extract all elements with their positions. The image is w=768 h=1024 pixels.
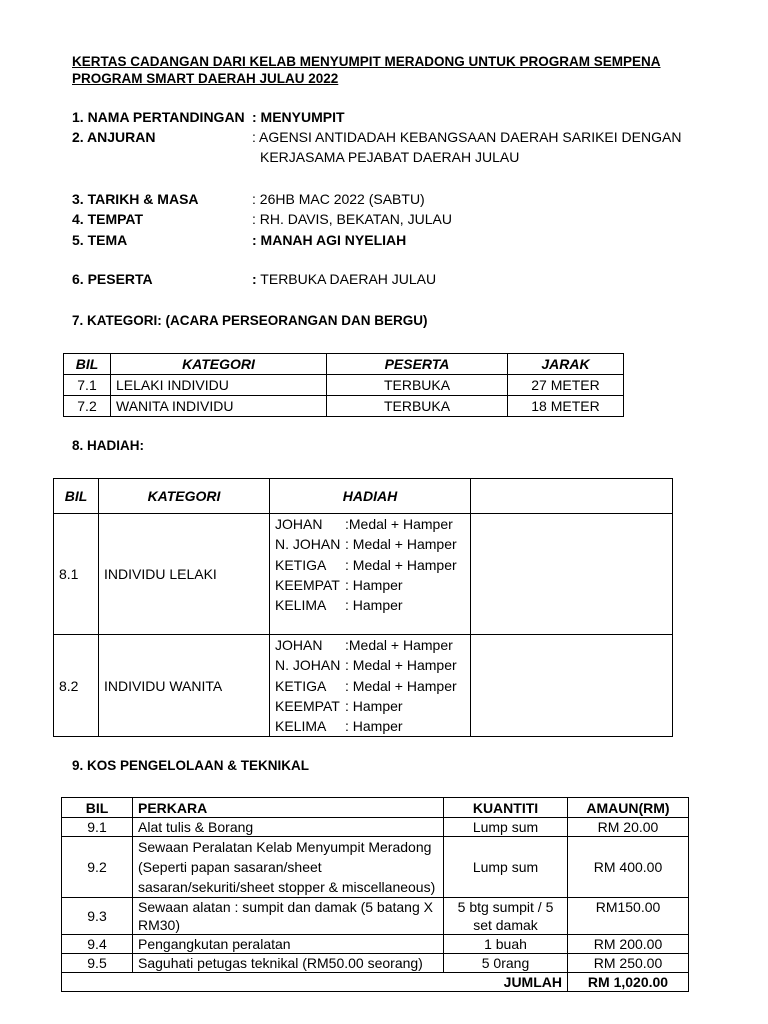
table-cell: 9.1 xyxy=(62,818,133,837)
table-cell: 9.5 xyxy=(62,954,133,973)
prize-value: : Medal + Hamper xyxy=(345,677,457,694)
document-title xyxy=(72,53,661,87)
field-label: 3. TARIKH & MASA xyxy=(72,191,199,207)
table-cell: LELAKI INDIVIDU xyxy=(111,375,327,396)
table-cell-empty xyxy=(471,635,673,737)
table-cell: 7.2 xyxy=(64,396,111,417)
total-label: JUMLAH xyxy=(62,973,568,992)
table-cell: 9.2 xyxy=(62,837,133,898)
field-value-block xyxy=(252,127,692,167)
field-tarikh-masa xyxy=(72,189,692,209)
column-header: KATEGORI xyxy=(111,354,327,375)
table-cell: Lump sum xyxy=(444,837,568,898)
column-header: BIL xyxy=(64,354,111,375)
table-cell: RM 400.00 xyxy=(568,837,689,898)
table-cell: 5 btg sumpit / 5 set damak xyxy=(444,898,568,935)
prize-rank: N. JOHAN xyxy=(275,536,341,553)
field-label: 5. TEMA xyxy=(72,232,128,248)
prize-rank: KEEMPAT xyxy=(275,576,340,593)
prize-value: : Medal + Hamper xyxy=(345,657,457,674)
table-row xyxy=(54,514,673,635)
field-label: 4. TEMPAT xyxy=(72,211,144,227)
column-header: BIL xyxy=(54,479,99,514)
title-line-2: PROGRAM SMART DAERAH JULAU 2022 xyxy=(72,71,339,86)
prize-rank: KETIGA xyxy=(275,556,327,573)
table-cell: 8.2 xyxy=(54,635,99,737)
field-value: : RH. DAVIS, BEKATAN, JULAU xyxy=(252,211,452,227)
prize-value: : Medal + Hamper xyxy=(345,536,457,553)
table-cell: 7.1 xyxy=(64,375,111,396)
column-header: JARAK xyxy=(508,354,624,375)
prize-rank: KEEMPAT xyxy=(275,697,340,714)
table-cell: RM 250.00 xyxy=(568,954,689,973)
table-cell: RM 200.00 xyxy=(568,935,689,954)
table-cell: Alat tulis & Borang xyxy=(133,818,444,837)
table-row xyxy=(62,837,689,898)
table-row xyxy=(62,935,689,954)
table-row xyxy=(64,375,624,396)
table-cell: 9.4 xyxy=(62,935,133,954)
total-value: RM 1,020.00 xyxy=(568,973,689,992)
table-cell: INDIVIDU LELAKI xyxy=(99,514,270,635)
field-value-line-2: KERJASAMA PEJABAT DAERAH JULAU xyxy=(260,149,520,165)
field-label: 1. NAMA PERTANDINGAN xyxy=(72,109,245,125)
table-row xyxy=(64,396,624,417)
table-row xyxy=(62,898,689,935)
field-label: 6. PESERTA xyxy=(72,271,153,287)
prize-value: : Hamper xyxy=(345,576,403,593)
prize-line xyxy=(275,635,465,655)
prize-value: :Medal + Hamper xyxy=(345,637,453,653)
field-value: : AGENSI ANTIDADAH KEBANGSAAN DAERAH SARIKEI DENGAN xyxy=(252,129,682,145)
table-cell: 5 0rang xyxy=(444,954,568,973)
table-header-row xyxy=(54,479,673,514)
field-tema xyxy=(72,230,692,250)
column-header: PESERTA xyxy=(327,354,508,375)
table-cell: 18 METER xyxy=(508,396,624,417)
prize-line xyxy=(275,716,465,736)
prize-value: : Hamper xyxy=(345,697,403,714)
table-cell: 8.1 xyxy=(54,514,99,635)
prize-value: : Hamper xyxy=(345,597,403,614)
field-value: : MENYUMPIT xyxy=(252,109,345,125)
table-cell: Pengangkutan peralatan xyxy=(133,935,444,954)
table-cell: Sewaan alatan : sumpit dan damak (5 batang X RM30) xyxy=(133,898,444,935)
table-row xyxy=(54,635,673,737)
kategori-table xyxy=(63,353,624,417)
prize-line xyxy=(275,655,465,675)
column-header xyxy=(471,479,673,514)
table-row xyxy=(62,818,689,837)
section-heading-hadiah: 8. HADIAH: xyxy=(72,438,145,453)
column-header: BIL xyxy=(62,798,133,818)
field-colon: : xyxy=(252,271,257,287)
table-header-row xyxy=(64,354,624,375)
prize-rank: JOHAN xyxy=(275,516,323,532)
section-heading-kategori: 7. KATEGORI: (ACARA PERSEORANGAN DAN BERGU) xyxy=(72,313,428,328)
prize-rank: JOHAN xyxy=(275,637,323,653)
prize-list xyxy=(270,635,471,737)
field-tempat xyxy=(72,209,692,229)
table-cell: 1 buah xyxy=(444,935,568,954)
prize-line xyxy=(275,534,465,554)
table-cell: TERBUKA xyxy=(327,396,508,417)
prize-value: : Hamper xyxy=(345,718,403,735)
table-cell: Sewaan Peralatan Kelab Menyumpit Meradong (Seperti papan sasaran/sheet sasaran/sekuriti/sheet stopper & miscellaneous) xyxy=(133,837,444,898)
field-peserta xyxy=(72,269,692,289)
table-cell: TERBUKA xyxy=(327,375,508,396)
table-cell: WANITA INDIVIDU xyxy=(111,396,327,417)
column-header: HADIAH xyxy=(270,479,471,514)
table-header-row xyxy=(62,798,689,818)
table-cell: RM150.00 xyxy=(568,898,689,935)
hadiah-table xyxy=(53,478,673,737)
field-value: : 26HB MAC 2022 (SABTU) xyxy=(252,191,425,207)
prize-value: : Medal + Hamper xyxy=(345,556,457,573)
prize-line xyxy=(275,595,465,615)
table-cell: RM 20.00 xyxy=(568,818,689,837)
column-header: AMAUN(RM) xyxy=(568,798,689,818)
field-nama-pertandingan xyxy=(72,107,692,127)
prize-rank: KETIGA xyxy=(275,677,327,694)
prize-list xyxy=(270,514,471,635)
prize-line xyxy=(275,696,465,716)
prize-value: :Medal + Hamper xyxy=(345,516,453,532)
prize-line xyxy=(275,676,465,696)
column-header: KATEGORI xyxy=(99,479,270,514)
table-cell: 27 METER xyxy=(508,375,624,396)
field-value: : MANAH AGI NYELIAH xyxy=(252,232,407,248)
table-cell: Lump sum xyxy=(444,818,568,837)
prize-rank: N. JOHAN xyxy=(275,657,341,674)
field-value-block xyxy=(252,269,692,289)
section-heading-kos: 9. KOS PENGELOLAAN & TEKNIKAL xyxy=(72,758,310,773)
total-row xyxy=(62,973,689,992)
table-cell-empty xyxy=(471,514,673,635)
prize-line xyxy=(275,555,465,575)
kos-table xyxy=(61,797,689,992)
column-header: KUANTITI xyxy=(444,798,568,818)
prize-line xyxy=(275,575,465,595)
field-anjuran xyxy=(72,127,692,167)
field-label: 2. ANJURAN xyxy=(72,129,156,145)
table-cell: INDIVIDU WANITA xyxy=(99,635,270,737)
table-row xyxy=(62,954,689,973)
field-value: TERBUKA DAERAH JULAU xyxy=(256,271,437,287)
prize-rank: KELIMA xyxy=(275,597,327,614)
column-header: PERKARA xyxy=(133,798,444,818)
table-cell: 9.3 xyxy=(62,898,133,935)
table-cell: Saguhati petugas teknikal (RM50.00 seorang) xyxy=(133,954,444,973)
title-line-1: KERTAS CADANGAN DARI KELAB MENYUMPIT MERADONG UNTUK PROGRAM SEMPENA xyxy=(72,54,661,69)
prize-rank: KELIMA xyxy=(275,718,327,735)
prize-line xyxy=(275,514,465,534)
